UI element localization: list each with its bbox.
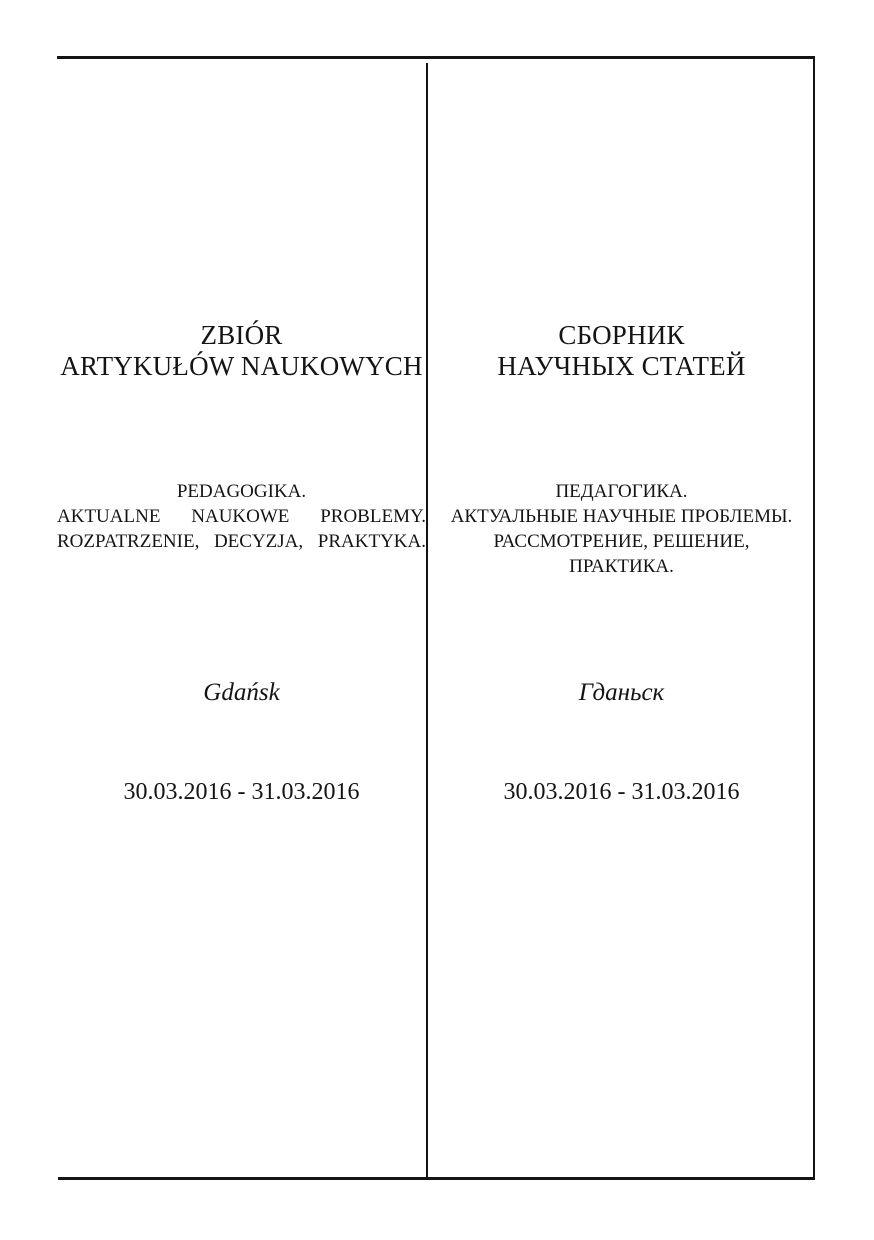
topic-line-pl-1: AKTUALNE NAUKOWE PROBLEMY. [57, 506, 426, 527]
topic-line-ru-3: ПРАКТИКА. [569, 556, 674, 577]
city-ru: Гданьск [578, 679, 665, 706]
collection-title-pl [57, 320, 426, 382]
title-line-pl-2: ARTYKUŁÓW NAUKOWYCH [60, 351, 423, 381]
right-border [813, 58, 815, 1178]
title-line-ru-1: СБОРНИК [558, 320, 685, 350]
topic-line-pl-2: ROZPATRZENIE, DECYZJA, PRAKTYKA. [57, 531, 426, 552]
conference-subject-ru [430, 479, 813, 579]
title-line-pl-1: ZBIÓR [200, 320, 283, 350]
date-range-pl: 30.03.2016 - 31.03.2016 [123, 779, 360, 805]
topic-line-ru-1: АКТУАЛЬНЫЕ НАУЧНЫЕ ПРОБЛЕМЫ. [450, 506, 793, 527]
top-rule [57, 56, 815, 59]
topic-line-ru-2: РАССМОТРЕНИЕ, РЕШЕНИЕ, [493, 531, 750, 552]
date-range-ru: 30.03.2016 - 31.03.2016 [503, 779, 740, 805]
subject-line-pl: PEDAGOGIKA. [176, 481, 307, 502]
collection-title-ru [430, 320, 813, 382]
column-divider [426, 63, 428, 1177]
subject-line-ru: ПЕДАГОГИКА. [555, 481, 688, 502]
title-line-ru-2: НАУЧНЫХ СТАТЕЙ [497, 351, 746, 381]
conference-subject-pl [57, 479, 426, 554]
city-pl: Gdańsk [203, 679, 280, 706]
bottom-rule [58, 1177, 815, 1180]
